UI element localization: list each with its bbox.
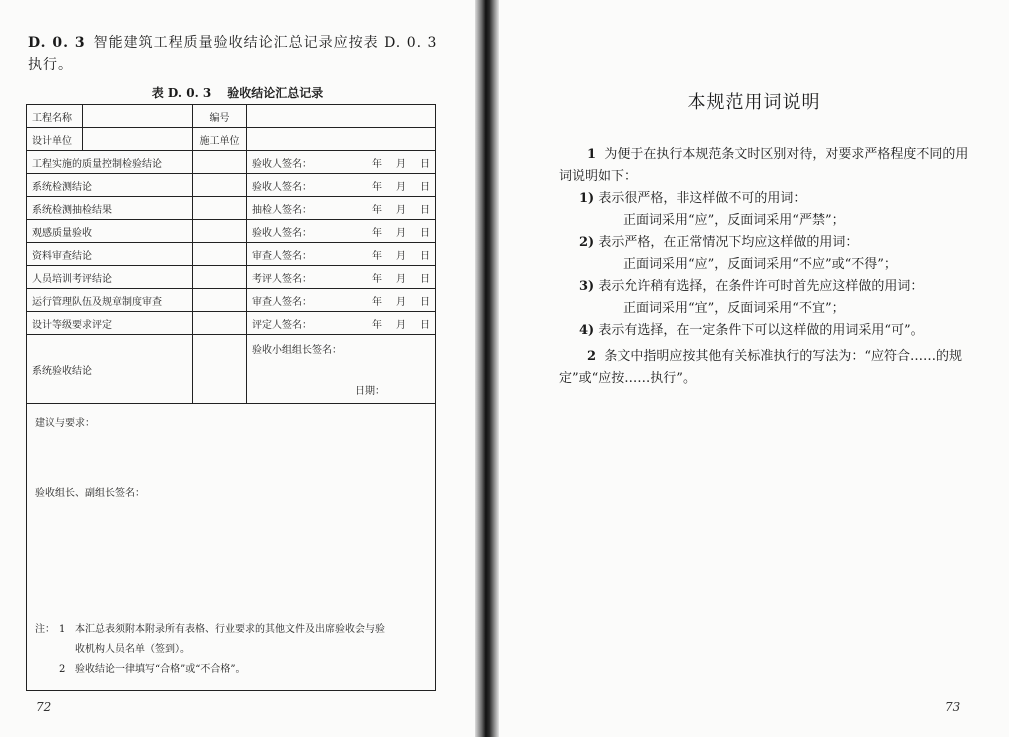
date-fields — [358, 201, 430, 216]
day-label: 日 — [420, 227, 430, 239]
note-item — [35, 640, 385, 660]
year-label: 年 — [372, 250, 382, 262]
day-label: 日 — [420, 250, 430, 262]
clause-number: 2 — [587, 349, 597, 364]
right-page — [499, 0, 1009, 737]
table-row — [27, 174, 436, 197]
list-item-sub: 正面词采用“应”，反面词采用“严禁”； — [623, 213, 845, 228]
signer-label: 考评人签名： — [252, 273, 312, 285]
system-acceptance-sign — [247, 335, 436, 404]
note-label: 注： — [35, 624, 55, 635]
date-fields — [358, 155, 430, 170]
section-text: 智能建筑工程质量验收结论汇总记录应按表 D. 0. 3 执行。 — [28, 35, 438, 73]
note-text: 收机构人员名单（签到）。 — [75, 644, 190, 655]
year-label: 年 — [372, 204, 382, 216]
project-name-label: 工程名称 — [27, 105, 83, 128]
note-item — [35, 620, 385, 640]
table-row — [27, 289, 436, 312]
note-item — [35, 660, 385, 680]
sign-rows — [27, 151, 436, 335]
suggestions-label: 建议与要求： — [35, 418, 95, 429]
row-value — [193, 266, 247, 289]
date-fields — [358, 247, 430, 262]
serial-no-label: 编号 — [193, 105, 247, 128]
table-row — [27, 151, 436, 174]
page-title: 本规范用词说明 — [687, 92, 821, 113]
row-sign — [247, 266, 436, 289]
row-item: 工程实施的质量控制检验结论 — [27, 151, 193, 174]
page-number-left: 72 — [36, 700, 52, 714]
list-item — [559, 188, 979, 210]
row-sign — [247, 197, 436, 220]
row-item: 人员培训考评结论 — [27, 266, 193, 289]
row-item: 观感质量验收 — [27, 220, 193, 243]
signer-label: 审查人签名： — [252, 296, 312, 308]
day-label: 日 — [420, 319, 430, 331]
book-spine — [475, 0, 499, 737]
year-label: 年 — [372, 296, 382, 308]
table-row — [27, 404, 436, 691]
clause-1 — [559, 144, 979, 188]
date-fields — [358, 293, 430, 308]
year-label: 年 — [372, 158, 382, 170]
page-number-right: 73 — [945, 700, 961, 714]
row-value — [193, 243, 247, 266]
list-item — [559, 276, 979, 298]
note-number: 1 — [59, 624, 66, 635]
note-text: 验收结论一律填写“合格”或“不合格”。 — [75, 664, 246, 675]
item-text: 表示很严格，非这样做不可的用词： — [598, 191, 807, 206]
day-label: 日 — [420, 204, 430, 216]
year-label: 年 — [372, 227, 382, 239]
row-item: 系统检测抽检结果 — [27, 197, 193, 220]
year-label: 年 — [372, 273, 382, 285]
date-label: 日期： — [355, 386, 385, 397]
item-text: 表示有选择，在一定条件下可以这样做的用词采用“可”。 — [598, 323, 924, 338]
system-acceptance-label: 系统验收结论 — [27, 335, 193, 404]
date-fields — [358, 178, 430, 193]
year-label: 年 — [372, 181, 382, 193]
month-label: 月 — [396, 181, 406, 193]
project-name-value — [83, 105, 193, 128]
table-row — [27, 220, 436, 243]
month-label: 月 — [396, 273, 406, 285]
year-label: 年 — [372, 319, 382, 331]
item-text: 表示允许稍有选择，在条件许可时首先应这样做的用词： — [598, 279, 924, 294]
signer-label: 审查人签名： — [252, 250, 312, 262]
item-text: 表示严格，在正常情况下均应这样做的用词： — [598, 235, 859, 250]
item-number: 3) — [579, 279, 595, 294]
clause-text: 条文中指明应按其他有关标准执行的写法为：“应符合……的规定”或“应按……执行”。 — [559, 349, 962, 386]
table-notes — [35, 620, 385, 680]
date-fields — [358, 316, 430, 331]
date-fields — [358, 270, 430, 285]
design-unit-value — [83, 128, 193, 151]
row-sign — [247, 289, 436, 312]
clause-text: 为便于在执行本规范条文时区别对待，对要求严格程度不同的用词说明如下： — [559, 147, 969, 184]
list-item — [559, 232, 979, 254]
suggestions-cell — [27, 404, 436, 691]
row-value — [193, 151, 247, 174]
left-page — [0, 0, 475, 737]
table-row — [27, 266, 436, 289]
list-item-sub: 正面词采用“宜”，反面词采用“不宜”； — [623, 301, 845, 316]
row-item: 资料审查结论 — [27, 243, 193, 266]
day-label: 日 — [420, 296, 430, 308]
row-item: 系统检测结论 — [27, 174, 193, 197]
table-title — [0, 84, 475, 101]
system-acceptance-value — [193, 335, 247, 404]
construction-unit-value — [247, 128, 436, 151]
list-item — [559, 320, 979, 342]
row-value — [193, 174, 247, 197]
note-text: 本汇总表须附本附录所有表格、行业要求的其他文件及出席验收会与验 — [75, 624, 385, 635]
note-number: 2 — [59, 664, 66, 675]
table-title-text: 验收结论汇总记录 — [227, 86, 324, 100]
date-fields — [358, 224, 430, 239]
list-item-sub: 正面词采用“应”，反面词采用“不应”或“不得”； — [623, 257, 897, 272]
item-number: 4) — [579, 323, 595, 338]
signer-label: 评定人签名： — [252, 319, 312, 331]
table-row — [27, 243, 436, 266]
row-sign — [247, 174, 436, 197]
row-value — [193, 197, 247, 220]
acceptance-summary-table — [26, 104, 436, 691]
item-number: 2) — [579, 235, 595, 250]
signer-label: 验收人签名： — [252, 158, 312, 170]
signer-label: 验收人签名： — [252, 227, 312, 239]
row-sign — [247, 220, 436, 243]
table-row — [27, 128, 436, 151]
signer-label: 验收人签名： — [252, 181, 312, 193]
item-number: 1) — [579, 191, 595, 206]
month-label: 月 — [396, 319, 406, 331]
day-label: 日 — [420, 273, 430, 285]
month-label: 月 — [396, 158, 406, 170]
leaders-sign-label: 验收组长、副组长签名： — [35, 488, 145, 499]
design-unit-label: 设计单位 — [27, 128, 83, 151]
table-number: 表 D. 0. 3 — [151, 86, 212, 100]
row-item: 设计等级要求评定 — [27, 312, 193, 335]
clause-2 — [559, 346, 979, 390]
row-value — [193, 220, 247, 243]
row-value — [193, 312, 247, 335]
row-sign — [247, 243, 436, 266]
table-row — [27, 105, 436, 128]
month-label: 月 — [396, 227, 406, 239]
terms-explanation — [559, 144, 979, 390]
clause-number: 1 — [587, 147, 597, 162]
section-number: D. 0. 3 — [28, 35, 86, 51]
month-label: 月 — [396, 204, 406, 216]
group-leader-sign-label: 验收小组组长签名： — [252, 345, 342, 356]
serial-no-value — [247, 105, 436, 128]
construction-unit-label: 施工单位 — [193, 128, 247, 151]
row-item: 运行管理队伍及规章制度审查 — [27, 289, 193, 312]
row-sign — [247, 312, 436, 335]
row-value — [193, 289, 247, 312]
day-label: 日 — [420, 158, 430, 170]
table-row — [27, 197, 436, 220]
month-label: 月 — [396, 296, 406, 308]
signer-label: 抽检人签名： — [252, 204, 312, 216]
table-row — [27, 335, 436, 404]
table-row — [27, 312, 436, 335]
section-heading — [28, 32, 448, 76]
month-label: 月 — [396, 250, 406, 262]
row-sign — [247, 151, 436, 174]
day-label: 日 — [420, 181, 430, 193]
